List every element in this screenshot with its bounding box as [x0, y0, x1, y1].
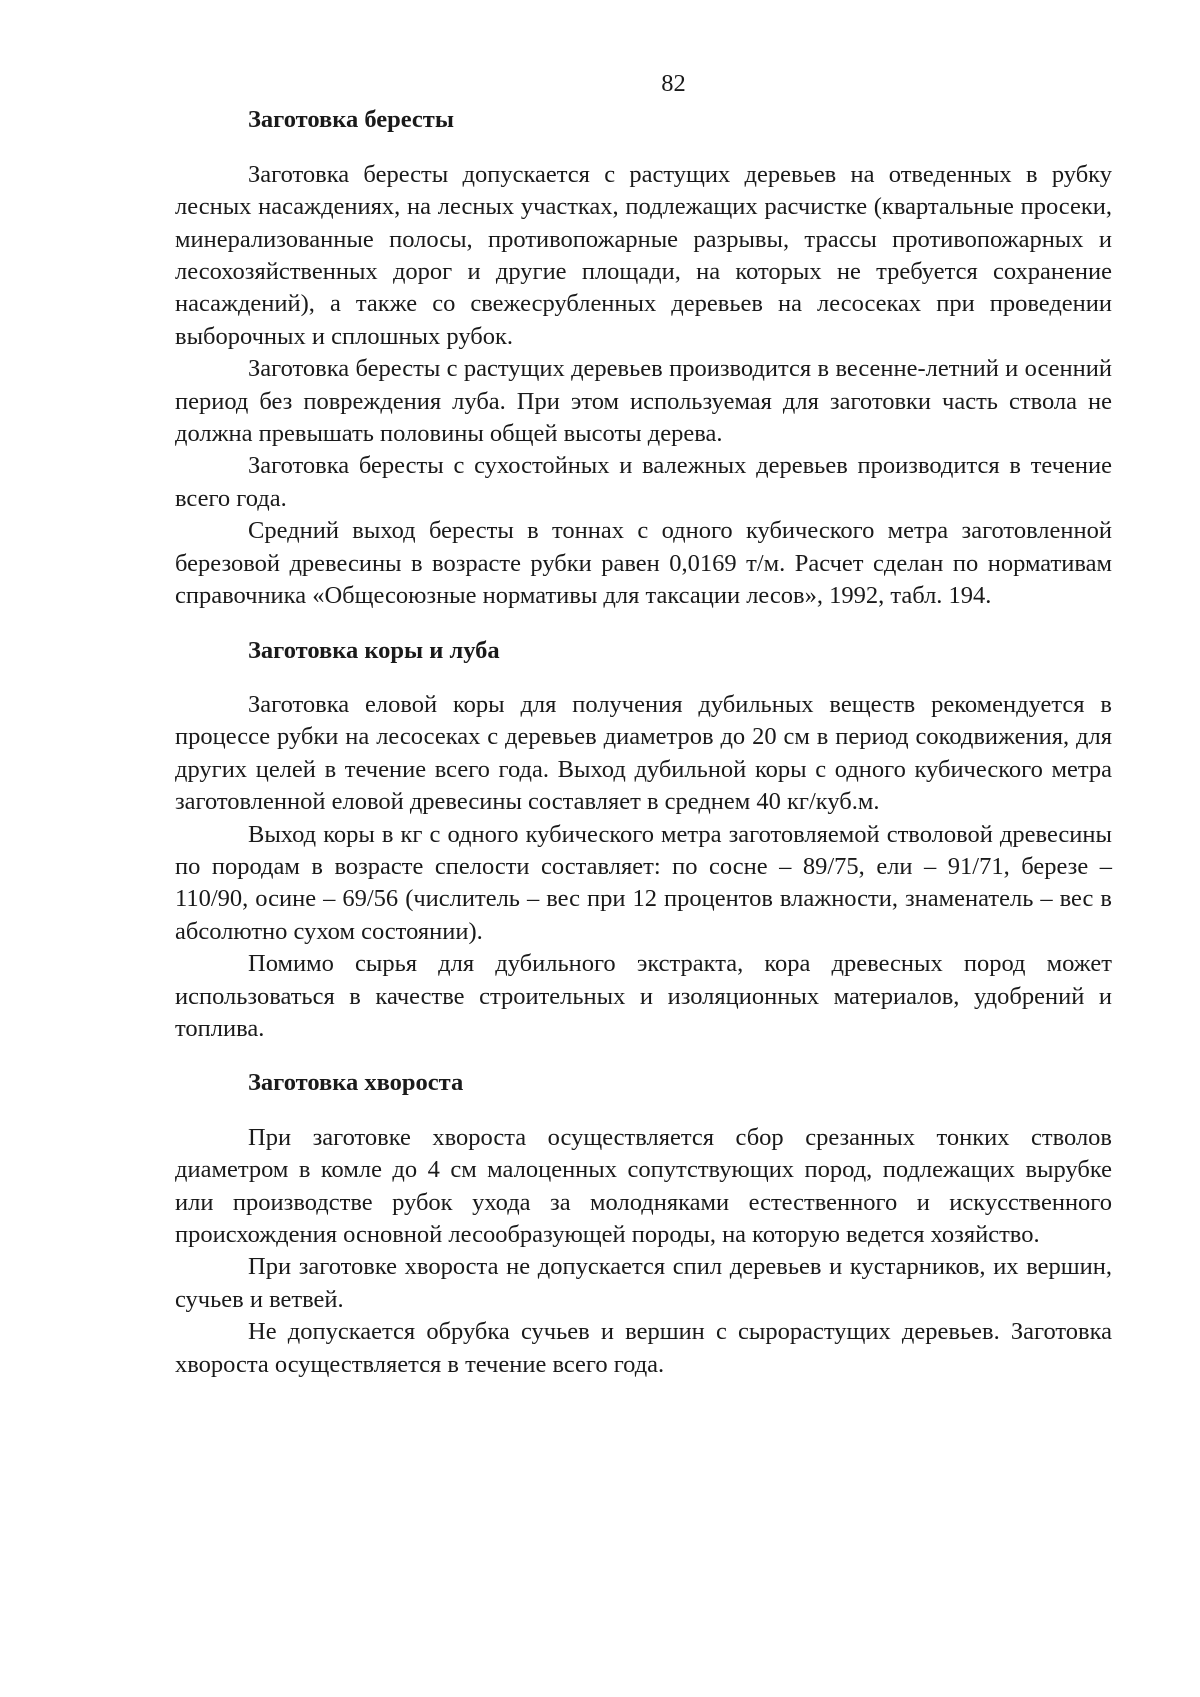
section-bark-and-bast	[175, 635, 1112, 1046]
section-title: Заготовка коры и луба	[248, 636, 500, 664]
section-brushwood	[175, 1067, 1112, 1381]
paragraph: Помимо сырья для дубильного экстракта, кора древесных пород может использоваться в качестве строительных и изоляционных материалов, удобрений и топлива.	[175, 950, 1112, 1042]
section-birch-bark	[175, 104, 1112, 612]
paragraph: Заготовка еловой коры для получения дубильных веществ рекомендуется в процессе рубки на лесосеках с деревьев диаметров до 20 см в период сокодвижения, для других целей в течение всего года. Выход дубильной коры с одного кубического метра заготовленной еловой древесины составляет в среднем 40 кг/куб.м.	[175, 690, 1112, 816]
section-title: Заготовка бересты	[248, 106, 454, 134]
paragraph: Не допускается обрубка сучьев и вершин с сырорастущих деревьев. Заготовка хвороста осуществляется в течение всего года.	[175, 1318, 1112, 1378]
paragraph: При заготовке хвороста не допускается спил деревьев и кустарников, их вершин, сучьев и ветвей.	[175, 1253, 1112, 1313]
paragraph: Выход коры в кг с одного кубического метра заготовляемой стволовой древесины по породам в возрасте спелости составляет: по сосне – 89/75, ели – 91/71, березе – 110/90, осине – 69/56 (числитель – вес при 12 процентов влажности, знаменатель – вес в абсолютно сухом состоянии).	[175, 820, 1112, 945]
paragraph: Заготовка бересты с растущих деревьев производится в весенне-летний и осенний период без повреждения луба. При этом используемая для заготовки часть ствола не должна превышать половины общей высоты дерева.	[175, 355, 1112, 448]
paragraph: Средний выход бересты в тоннах с одного кубического метра заготовленной березовой древесины в возрасте рубки равен 0,0169 т/м. Расчет сделан по нормативам справочника «Общесоюзные нормативы для таксации лесов», 1992, табл. 194.	[175, 517, 1112, 610]
paragraph: Заготовка бересты допускается с растущих деревьев на отведенных в рубку лесных насаждениях, на лесных участках, подлежащих расчистке (квартальные просеки, минерализованные полосы, противопожарные разрывы, трассы противопожарных и лесохозяйственных дорог и другие площади, на которых не требуется сохранение насаждений), а также со свежесрубленных деревьев на лесосеках при проведении выборочных и сплошных рубок.	[175, 160, 1112, 350]
page-number: 82	[661, 70, 686, 97]
paragraph: При заготовке хвороста осуществляется сбор срезанных тонких стволов диаметром в комле до 4 см малоценных сопутствующих пород, подлежащих вырубке или производстве рубок ухода за молодняками естественного и искусственного происхождения основной лесообразующей породы, на которую ведется хозяйство.	[175, 1123, 1112, 1248]
section-title: Заготовка хвороста	[248, 1069, 464, 1097]
paragraph: Заготовка бересты с сухостойных и валежных деревьев производится в течение всего года.	[175, 452, 1112, 512]
